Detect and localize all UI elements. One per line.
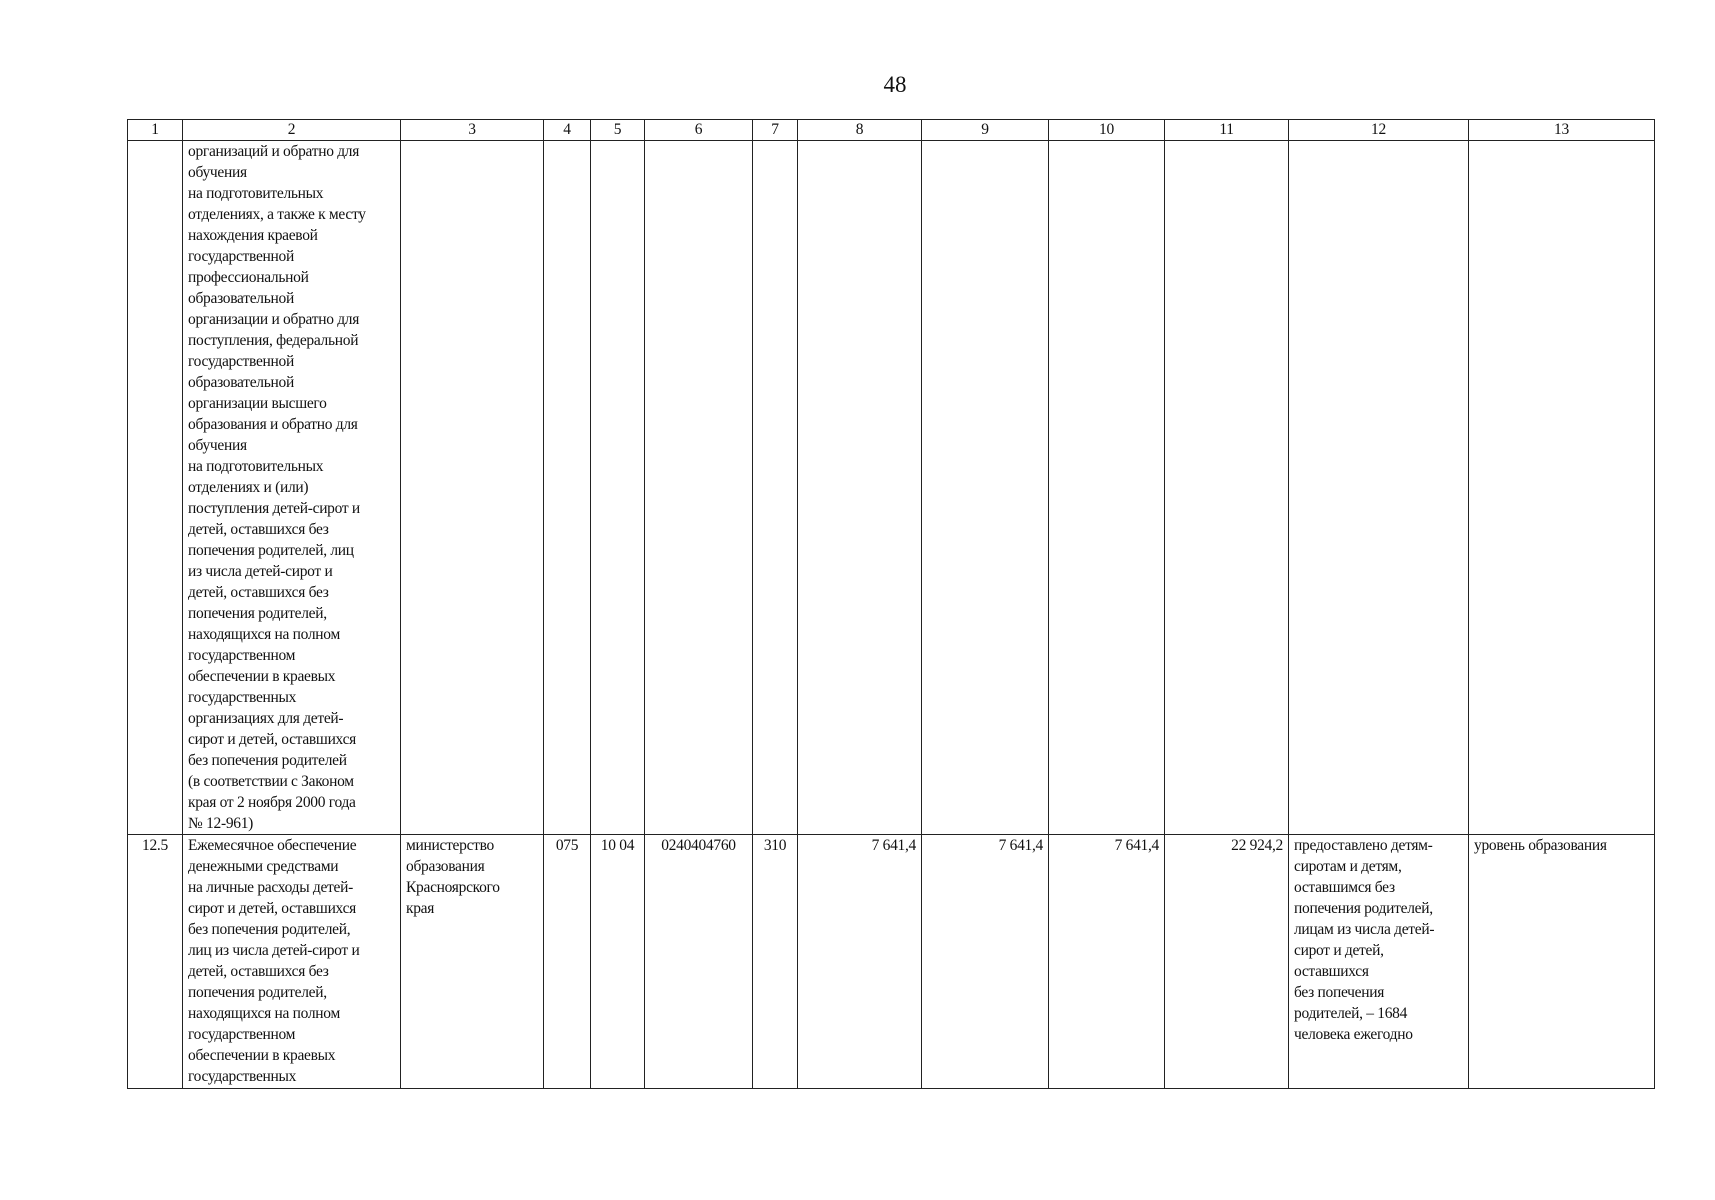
vr-cell: 310 [753,835,798,1089]
column-header: 12 [1289,120,1469,141]
total-cell [1165,141,1289,835]
vr-cell [753,141,798,835]
csr-cell [645,141,753,835]
row-number-cell: 12.5 [128,835,183,1089]
note-cell: уровень образования [1469,835,1655,1089]
column-header: 8 [798,120,922,141]
amount-cell: 7 641,4 [922,835,1049,1089]
column-header: 5 [591,120,645,141]
rzpr-cell [591,141,645,835]
budget-table [127,119,1655,1089]
amount-cell [1049,141,1165,835]
amount-cell: 7 641,4 [798,835,922,1089]
note-cell [1469,141,1655,835]
table-row [128,835,1655,1089]
row-number-cell [128,141,183,835]
csr-cell: 0240404760 [645,835,753,1089]
column-header: 6 [645,120,753,141]
column-header: 10 [1049,120,1165,141]
rzpr-cell: 10 04 [591,835,645,1089]
amount-cell: 7 641,4 [1049,835,1165,1089]
column-header: 1 [128,120,183,141]
column-header: 11 [1165,120,1289,141]
total-cell: 22 924,2 [1165,835,1289,1089]
column-header: 7 [753,120,798,141]
column-number-header [128,120,1655,141]
column-header: 2 [183,120,401,141]
result-cell: предоставлено детям- сиротам и детям, оставшимся без попечения родителей, лицам из числа детей- сирот и детей, оставшихся без попечения родителей, – 1684 человека ежегодно [1289,835,1469,1089]
amount-cell [922,141,1049,835]
executor-cell [401,141,544,835]
amount-cell [798,141,922,835]
activity-name-cell: Ежемесячное обеспечение денежными средствами на личные расходы детей- сирот и детей, оставшихся без попечения родителей, лиц из числа детей-сирот и детей, оставшихся без попечения родителей, находящихся на полном государственном обеспечении в краевых государственных [183,835,401,1089]
column-header: 3 [401,120,544,141]
grbs-cell: 075 [544,835,591,1089]
column-header: 13 [1469,120,1655,141]
activity-name-cell: организаций и обратно для обучения на подготовительных отделениях, а также к месту нахождения краевой государственной профессиональной образовательной организации и обратно для поступления, федеральной государственной образовательной организации высшего образования и обратно для обучения на подготовительных отделениях и (или) поступления детей-сирот и детей, оставшихся без попечения родителей, лиц из числа детей-сирот и детей, оставшихся без попечения родителей, находящихся на полном государственном обеспечении в краевых государственных организациях для детей- сирот и детей, оставшихся без попечения родителей (в соответствии с Законом края от 2 ноября 2000 года № 12-961) [183,141,401,835]
result-cell [1289,141,1469,835]
page-number: 48 [883,72,907,97]
grbs-cell [544,141,591,835]
column-header: 9 [922,120,1049,141]
column-header: 4 [544,120,591,141]
table-row [128,141,1655,835]
executor-cell: министерство образования Красноярского края [401,835,544,1089]
